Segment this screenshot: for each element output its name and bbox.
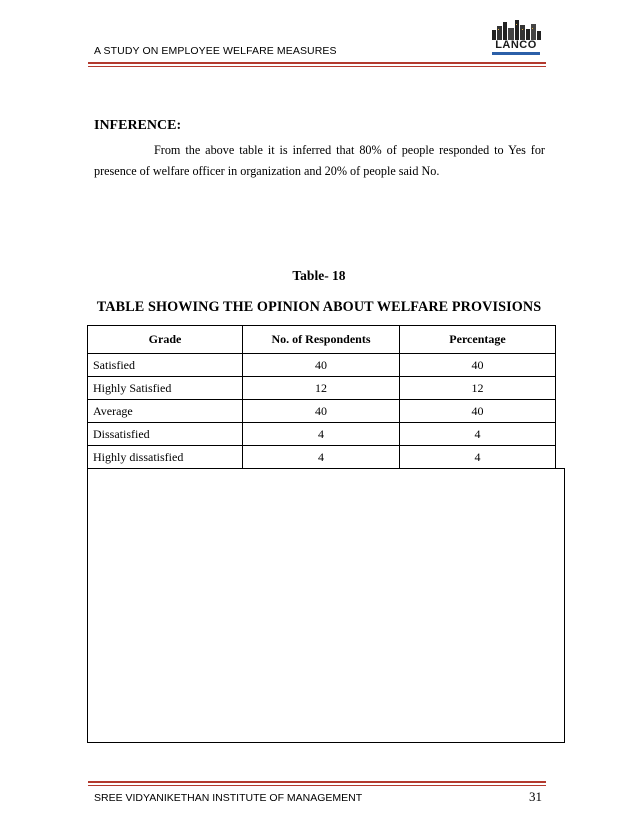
inference-heading: INFERENCE: — [94, 118, 182, 133]
column-header-respondents: No. of Respondents — [243, 326, 400, 354]
cell-grade: Average — [88, 400, 243, 423]
footer-rule-thin — [88, 785, 546, 786]
cell-respondents: 4 — [243, 423, 400, 446]
city-skyline-icon — [486, 20, 546, 40]
table-row — [88, 377, 556, 400]
footer-institute: SREE VIDYANIKETHAN INSTITUTE OF MANAGEMENT — [94, 792, 363, 804]
logo-wordmark: LANCO — [495, 39, 537, 51]
table-row — [88, 400, 556, 423]
header-rule — [88, 62, 546, 64]
cell-respondents: 40 — [243, 354, 400, 377]
footer-rule — [88, 781, 546, 783]
header-title: A STUDY ON EMPLOYEE WELFARE MEASURES — [94, 45, 337, 57]
cell-respondents: 40 — [243, 400, 400, 423]
table-header-row — [88, 326, 556, 354]
cell-percentage: 4 — [400, 423, 556, 446]
page-number: 31 — [529, 789, 542, 804]
header-rule-thin — [88, 66, 546, 67]
empty-chart-frame — [87, 468, 565, 743]
table-row — [88, 446, 556, 469]
column-header-grade: Grade — [88, 326, 243, 354]
inference-paragraph: From the above table it is inferred that 80% of people responded to Yes for presence of welfare officer in organization and 20% of people said No. — [94, 143, 545, 178]
logo-underline — [492, 52, 540, 55]
table-number: Table- 18 — [292, 268, 346, 283]
cell-respondents: 12 — [243, 377, 400, 400]
cell-percentage: 4 — [400, 446, 556, 469]
table-row — [88, 423, 556, 446]
table-caption: TABLE SHOWING THE OPINION ABOUT WELFARE PROVISIONS — [96, 299, 542, 315]
cell-percentage: 40 — [400, 354, 556, 377]
cell-percentage: 40 — [400, 400, 556, 423]
welfare-opinion-table — [87, 325, 556, 469]
lanco-logo — [486, 20, 546, 62]
cell-respondents: 4 — [243, 446, 400, 469]
cell-grade: Dissatisfied — [88, 423, 243, 446]
table-row — [88, 354, 556, 377]
column-header-percentage: Percentage — [400, 326, 556, 354]
cell-grade: Highly dissatisfied — [88, 446, 243, 469]
cell-grade: Highly Satisfied — [88, 377, 243, 400]
cell-grade: Satisfied — [88, 354, 243, 377]
cell-percentage: 12 — [400, 377, 556, 400]
